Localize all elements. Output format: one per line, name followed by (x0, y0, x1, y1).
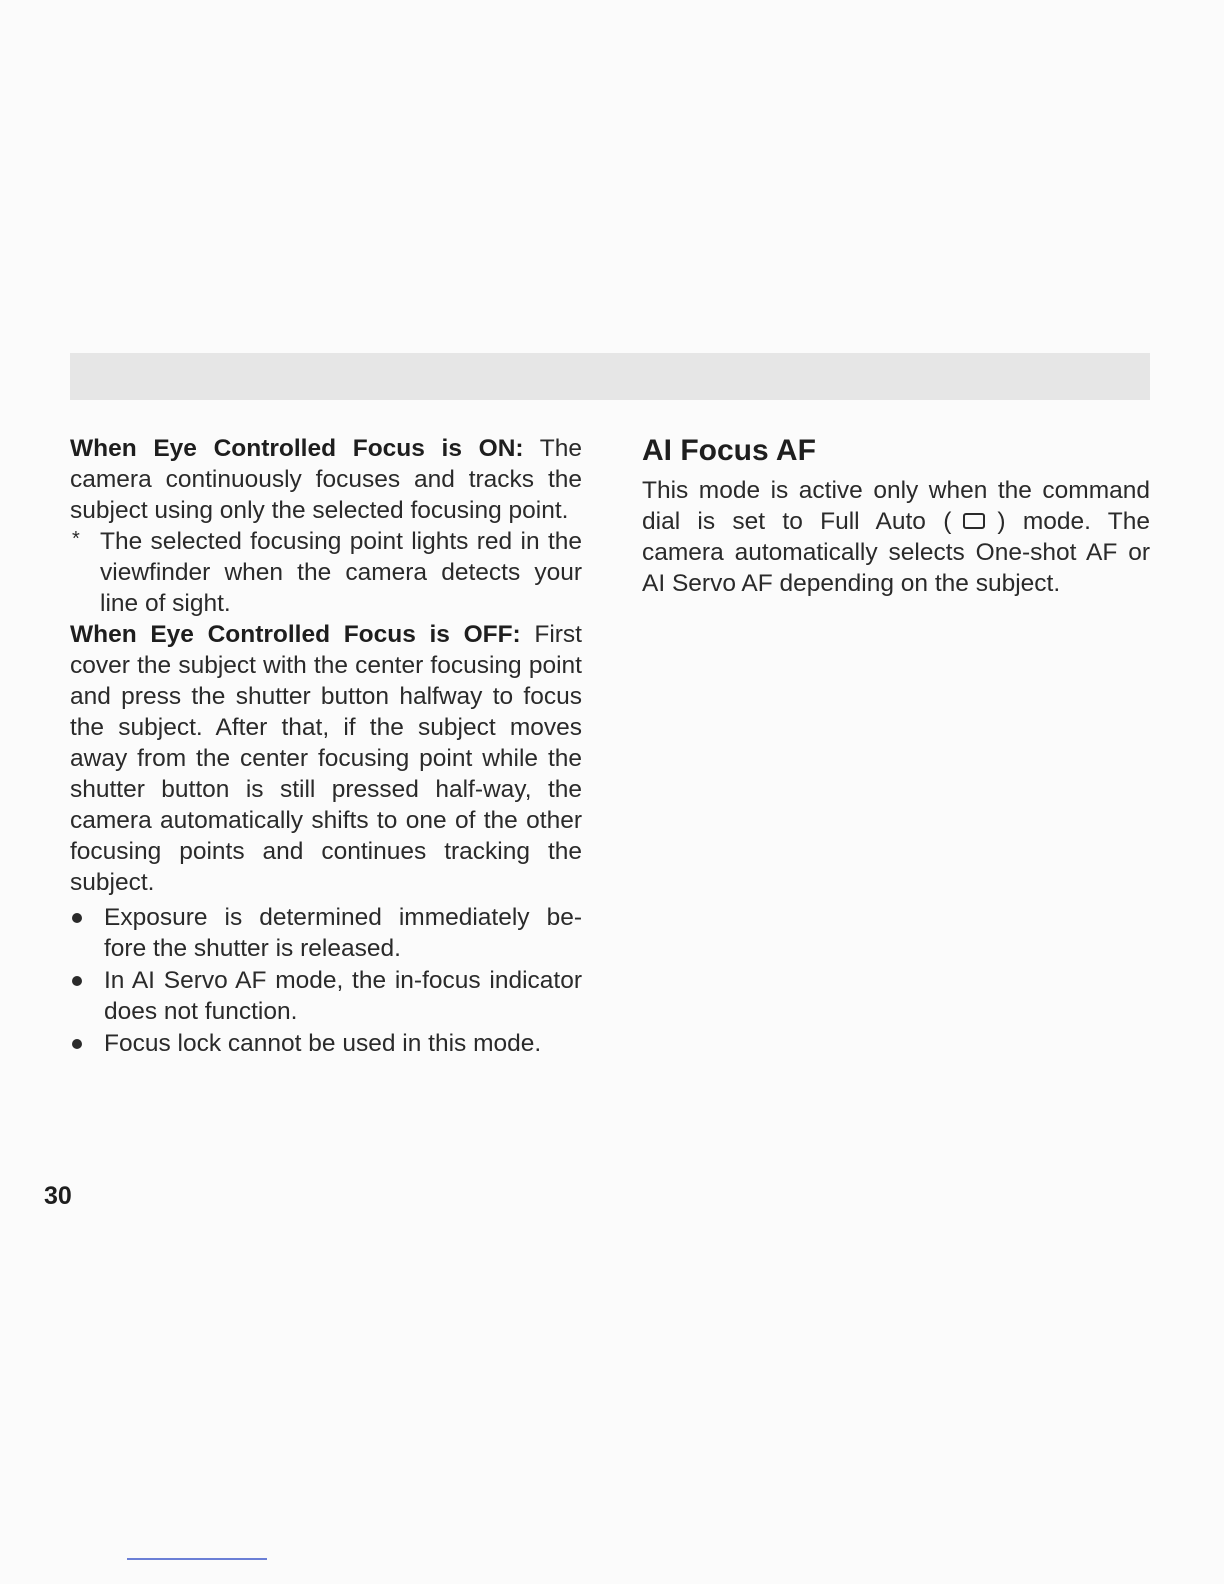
left-column (70, 433, 582, 1060)
bullet-icon (72, 976, 82, 986)
list-item-text: Exposure is determined immediately be-fore the shutter is released. (104, 904, 582, 962)
list-item-text: Focus lock cannot be used in this mode. (104, 1030, 542, 1057)
ai-focus-text-before: This mode is active only when the command dial is set to Full Auto ( (642, 477, 1150, 535)
header-band (70, 353, 1150, 400)
bullet-icon (72, 913, 82, 923)
list-item (70, 1028, 582, 1059)
eye-focus-off-text: First cover the subject with the center focusing point and press the shutter button halfway to focus the subject. After that, if the subject moves away from the center focusing point while the shutter button is still pressed half-way, the camera automatically shifts to one of the other focusing points and continues tracking the subject. (70, 621, 582, 896)
viewfinder-note-text: The selected focusing point lights red in the viewfinder when the camera detects your line of sight. (100, 528, 582, 617)
full-auto-mode-icon (963, 513, 985, 529)
eye-focus-off-lead: When Eye Controlled Focus is OFF: (70, 621, 521, 648)
eye-focus-on-lead: When Eye Controlled Focus is ON: (70, 435, 524, 462)
asterisk-mark: * (72, 528, 80, 550)
eye-focus-on-text: The camera continuously focuses and tracks the subject using only the selected focusing point. (70, 435, 582, 524)
ai-focus-text-after: ) mode. The camera automatically selects One-shot AF or AI Servo AF depending on the subject. (642, 508, 1150, 597)
footer-rule (127, 1558, 267, 1560)
page-number: 30 (44, 1182, 72, 1210)
ai-focus-description (642, 475, 1150, 599)
right-column (642, 433, 1150, 599)
eye-focus-off-paragraph (70, 619, 582, 898)
list-item-text: In AI Servo AF mode, the in-focus indicator does not function. (104, 967, 582, 1025)
list-item (70, 965, 582, 1027)
section-heading: AI Focus AF (642, 434, 816, 467)
bullet-icon (72, 1039, 82, 1049)
notes-list (70, 902, 582, 1059)
eye-focus-on-paragraph (70, 433, 582, 526)
list-item (70, 902, 582, 964)
viewfinder-note (70, 526, 582, 619)
